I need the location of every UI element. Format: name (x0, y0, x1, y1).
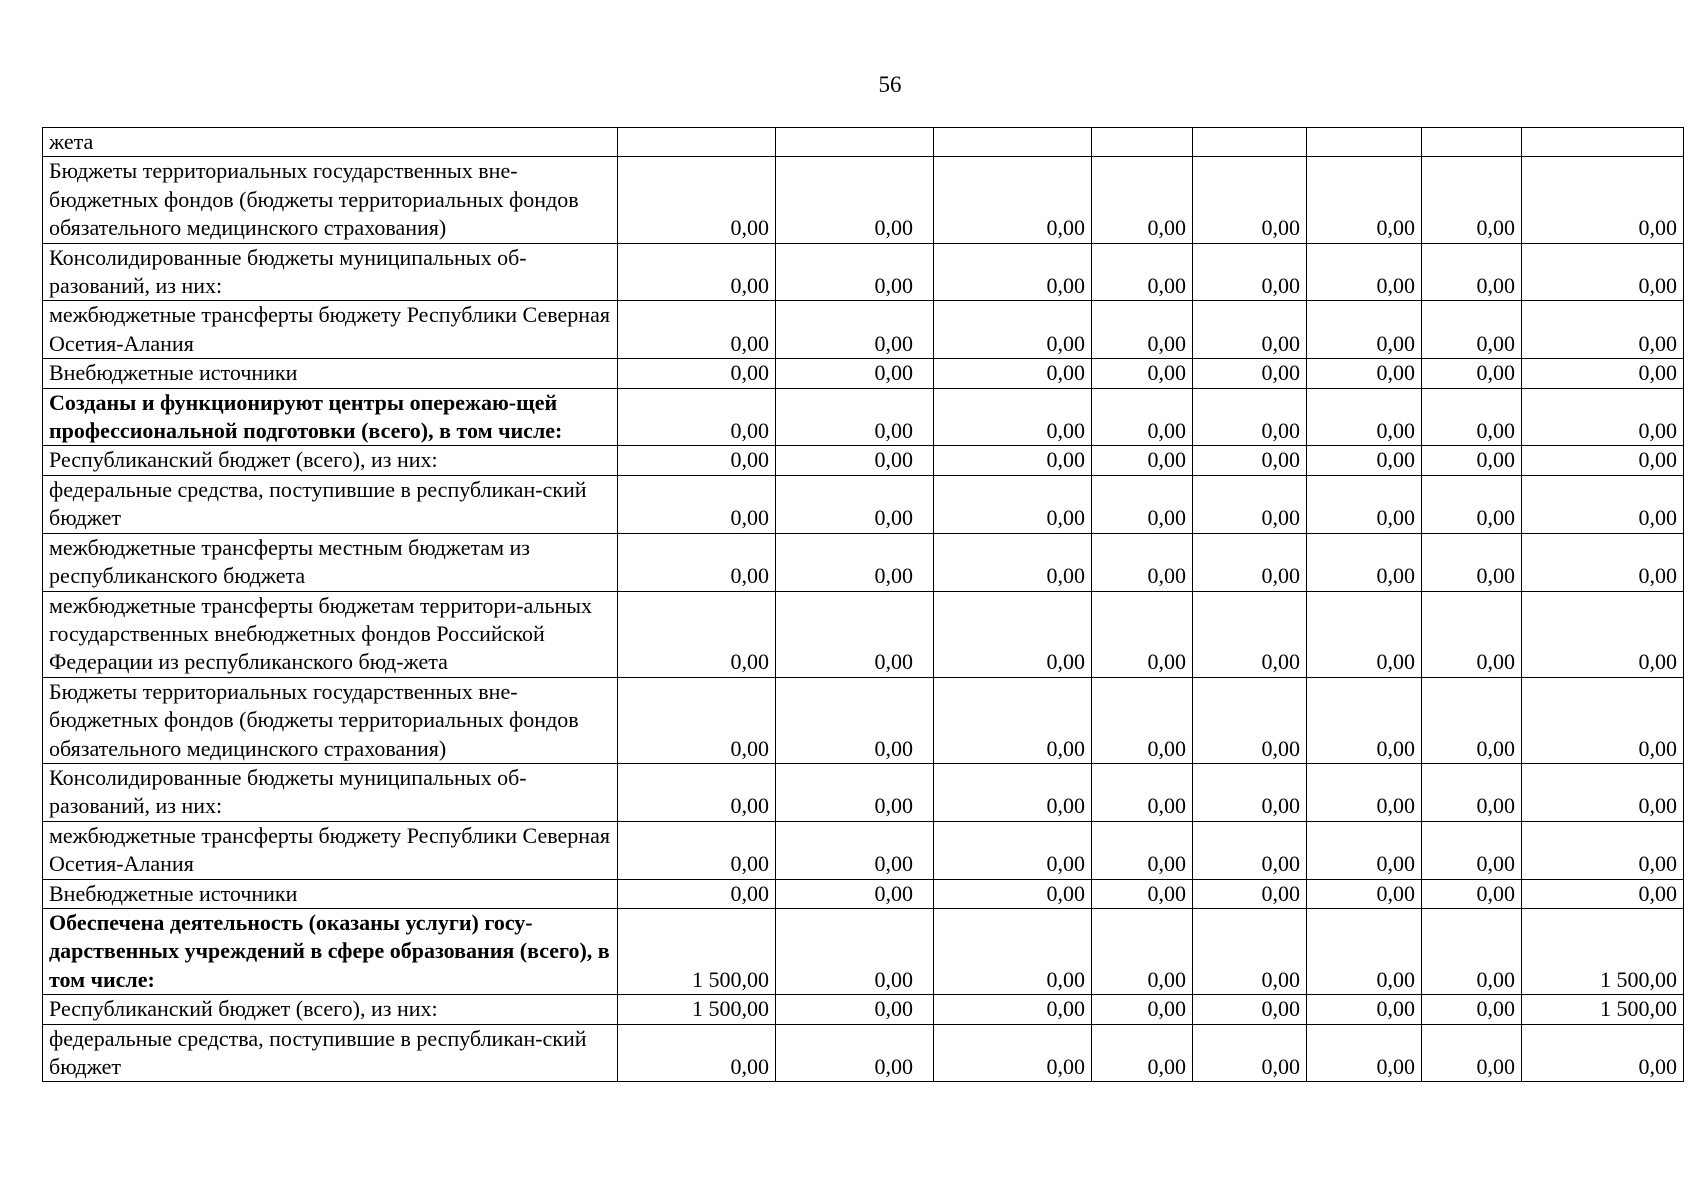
value-cell: 0,00 (618, 446, 776, 475)
value-cell: 0,00 (1422, 359, 1522, 388)
row-label: Созданы и функционируют центры опережаю-щей профессиональной подготовки (всего), в том числе: (43, 388, 618, 446)
value-cell: 0,00 (1193, 591, 1307, 677)
value-cell: 0,00 (1522, 591, 1684, 677)
table-row (43, 301, 1684, 359)
value-cell: 0,00 (1307, 157, 1422, 243)
value-cell: 0,00 (1193, 446, 1307, 475)
value-cell: 0,00 (1422, 475, 1522, 533)
value-cell: 0,00 (1522, 1024, 1684, 1082)
row-label: Внебюджетные источники (43, 879, 618, 908)
value-cell: 0,00 (776, 763, 934, 821)
value-cell: 0,00 (934, 243, 1092, 301)
value-cell: 0,00 (1422, 157, 1522, 243)
row-label: федеральные средства, поступившие в республикан-ский бюджет (43, 1024, 618, 1082)
row-label: межбюджетные трансферты бюджету Республики Северная Осетия-Алания (43, 301, 618, 359)
value-cell: 0,00 (1307, 591, 1422, 677)
value-cell: 0,00 (1092, 533, 1193, 591)
value-cell: 0,00 (776, 243, 934, 301)
value-cell (1092, 128, 1193, 157)
value-cell: 0,00 (934, 879, 1092, 908)
value-cell: 0,00 (934, 1024, 1092, 1082)
value-cell: 0,00 (1092, 359, 1193, 388)
table-row (43, 763, 1684, 821)
value-cell (1522, 128, 1684, 157)
value-cell: 0,00 (776, 157, 934, 243)
value-cell: 0,00 (776, 995, 934, 1024)
value-cell: 0,00 (1092, 388, 1193, 446)
row-label: Бюджеты территориальных государственных вне-бюджетных фондов (бюджеты территориальных фондов обязательного медицинского страхования) (43, 157, 618, 243)
row-label: Республиканский бюджет (всего), из них: (43, 995, 618, 1024)
row-label: жета (43, 128, 618, 157)
value-cell: 0,00 (618, 677, 776, 763)
value-cell: 0,00 (1092, 995, 1193, 1024)
value-cell: 0,00 (1422, 677, 1522, 763)
value-cell: 0,00 (1307, 475, 1422, 533)
value-cell: 0,00 (618, 591, 776, 677)
value-cell: 0,00 (1193, 388, 1307, 446)
row-label: федеральные средства, поступившие в республикан-ский бюджет (43, 475, 618, 533)
value-cell: 0,00 (1307, 908, 1422, 994)
value-cell: 0,00 (1193, 243, 1307, 301)
value-cell: 0,00 (1193, 677, 1307, 763)
value-cell: 0,00 (1193, 301, 1307, 359)
value-cell: 0,00 (1522, 446, 1684, 475)
value-cell: 1 500,00 (1522, 995, 1684, 1024)
value-cell: 0,00 (1193, 821, 1307, 879)
value-cell: 0,00 (1422, 446, 1522, 475)
value-cell: 0,00 (1307, 677, 1422, 763)
table-row (43, 995, 1684, 1024)
value-cell: 0,00 (1522, 677, 1684, 763)
value-cell (776, 128, 934, 157)
value-cell (1422, 128, 1522, 157)
value-cell: 1 500,00 (618, 908, 776, 994)
value-cell: 0,00 (1422, 243, 1522, 301)
value-cell: 0,00 (618, 157, 776, 243)
table-row (43, 446, 1684, 475)
value-cell: 0,00 (1307, 763, 1422, 821)
value-cell: 0,00 (1193, 879, 1307, 908)
value-cell: 0,00 (1307, 879, 1422, 908)
row-label: Бюджеты территориальных государственных вне-бюджетных фондов (бюджеты территориальных фондов обязательного медицинского страхования) (43, 677, 618, 763)
value-cell (934, 128, 1092, 157)
value-cell: 0,00 (618, 359, 776, 388)
value-cell: 0,00 (1092, 243, 1193, 301)
value-cell: 0,00 (1422, 533, 1522, 591)
value-cell: 0,00 (776, 908, 934, 994)
value-cell: 0,00 (1092, 821, 1193, 879)
value-cell: 0,00 (1522, 243, 1684, 301)
value-cell: 0,00 (1307, 388, 1422, 446)
value-cell: 0,00 (934, 359, 1092, 388)
value-cell: 0,00 (934, 475, 1092, 533)
row-label: Обеспечена деятельность (оказаны услуги) госу-дарственных учреждений в сфере образования (всего), в том числе: (43, 908, 618, 994)
value-cell: 0,00 (1092, 1024, 1193, 1082)
value-cell: 0,00 (1193, 157, 1307, 243)
value-cell: 0,00 (1307, 533, 1422, 591)
value-cell: 0,00 (1307, 821, 1422, 879)
table-row (43, 591, 1684, 677)
budget-table (42, 127, 1684, 1082)
value-cell: 0,00 (776, 533, 934, 591)
value-cell: 0,00 (1422, 301, 1522, 359)
value-cell: 0,00 (618, 388, 776, 446)
value-cell: 0,00 (1193, 475, 1307, 533)
value-cell: 0,00 (776, 591, 934, 677)
row-label: межбюджетные трансферты бюджетам территори-альных государственных внебюджетных фондов Российской Федерации из республиканского бюд-жета (43, 591, 618, 677)
value-cell: 0,00 (934, 677, 1092, 763)
table-row (43, 533, 1684, 591)
value-cell: 0,00 (1092, 591, 1193, 677)
value-cell: 0,00 (776, 301, 934, 359)
value-cell: 0,00 (618, 475, 776, 533)
value-cell: 0,00 (1092, 446, 1193, 475)
value-cell: 0,00 (934, 533, 1092, 591)
value-cell: 0,00 (1522, 763, 1684, 821)
value-cell: 0,00 (934, 995, 1092, 1024)
value-cell: 0,00 (1522, 359, 1684, 388)
row-label: Консолидированные бюджеты муниципальных об-разований, из них: (43, 763, 618, 821)
value-cell: 0,00 (1522, 301, 1684, 359)
table-row (43, 157, 1684, 243)
table-row (43, 388, 1684, 446)
table-row (43, 359, 1684, 388)
row-label: межбюджетные трансферты местным бюджетам из республиканского бюджета (43, 533, 618, 591)
value-cell: 0,00 (1422, 995, 1522, 1024)
row-label: Республиканский бюджет (всего), из них: (43, 446, 618, 475)
value-cell: 0,00 (776, 879, 934, 908)
value-cell: 0,00 (934, 157, 1092, 243)
value-cell: 0,00 (776, 1024, 934, 1082)
value-cell: 0,00 (618, 301, 776, 359)
value-cell: 0,00 (934, 908, 1092, 994)
value-cell: 0,00 (1193, 1024, 1307, 1082)
value-cell: 0,00 (1307, 446, 1422, 475)
table-row (43, 128, 1684, 157)
table-row (43, 821, 1684, 879)
value-cell: 0,00 (1092, 301, 1193, 359)
value-cell: 0,00 (1307, 1024, 1422, 1082)
value-cell: 0,00 (1193, 533, 1307, 591)
budget-table-body (43, 128, 1684, 1082)
row-label: Консолидированные бюджеты муниципальных об-разований, из них: (43, 243, 618, 301)
value-cell: 0,00 (1193, 908, 1307, 994)
value-cell: 0,00 (1422, 908, 1522, 994)
value-cell: 0,00 (1422, 821, 1522, 879)
value-cell: 0,00 (618, 763, 776, 821)
value-cell (1193, 128, 1307, 157)
table-row (43, 908, 1684, 994)
value-cell: 0,00 (934, 446, 1092, 475)
value-cell: 0,00 (934, 591, 1092, 677)
value-cell: 0,00 (1422, 1024, 1522, 1082)
value-cell: 0,00 (1307, 301, 1422, 359)
value-cell: 0,00 (1522, 157, 1684, 243)
value-cell: 0,00 (1522, 475, 1684, 533)
value-cell: 0,00 (1522, 879, 1684, 908)
value-cell: 0,00 (776, 359, 934, 388)
value-cell: 0,00 (618, 821, 776, 879)
table-row (43, 475, 1684, 533)
value-cell: 0,00 (776, 388, 934, 446)
value-cell: 0,00 (1092, 879, 1193, 908)
value-cell: 0,00 (1422, 879, 1522, 908)
value-cell: 0,00 (1307, 243, 1422, 301)
value-cell: 0,00 (1522, 388, 1684, 446)
table-row (43, 879, 1684, 908)
value-cell: 0,00 (1092, 908, 1193, 994)
value-cell: 0,00 (1092, 157, 1193, 243)
value-cell (1307, 128, 1422, 157)
value-cell: 0,00 (934, 763, 1092, 821)
value-cell: 0,00 (1092, 677, 1193, 763)
value-cell: 0,00 (1307, 359, 1422, 388)
value-cell: 0,00 (1307, 995, 1422, 1024)
table-row (43, 1024, 1684, 1082)
value-cell: 0,00 (1193, 763, 1307, 821)
value-cell: 0,00 (1092, 763, 1193, 821)
value-cell: 1 500,00 (618, 995, 776, 1024)
value-cell: 0,00 (1193, 359, 1307, 388)
value-cell (618, 128, 776, 157)
value-cell: 0,00 (1522, 821, 1684, 879)
value-cell: 0,00 (1422, 591, 1522, 677)
value-cell: 0,00 (1092, 475, 1193, 533)
value-cell: 0,00 (934, 388, 1092, 446)
value-cell: 0,00 (618, 243, 776, 301)
value-cell: 0,00 (1193, 995, 1307, 1024)
value-cell: 0,00 (618, 533, 776, 591)
value-cell: 0,00 (618, 879, 776, 908)
value-cell: 1 500,00 (1522, 908, 1684, 994)
value-cell: 0,00 (776, 475, 934, 533)
value-cell: 0,00 (776, 446, 934, 475)
table-row (43, 243, 1684, 301)
value-cell: 0,00 (934, 821, 1092, 879)
value-cell: 0,00 (776, 821, 934, 879)
value-cell: 0,00 (1522, 533, 1684, 591)
value-cell: 0,00 (934, 301, 1092, 359)
value-cell: 0,00 (618, 1024, 776, 1082)
value-cell: 0,00 (776, 677, 934, 763)
table-row (43, 677, 1684, 763)
row-label: Внебюджетные источники (43, 359, 618, 388)
value-cell: 0,00 (1422, 388, 1522, 446)
page-number: 56 (878, 72, 902, 97)
row-label: межбюджетные трансферты бюджету Республики Северная Осетия-Алания (43, 821, 618, 879)
value-cell: 0,00 (1422, 763, 1522, 821)
